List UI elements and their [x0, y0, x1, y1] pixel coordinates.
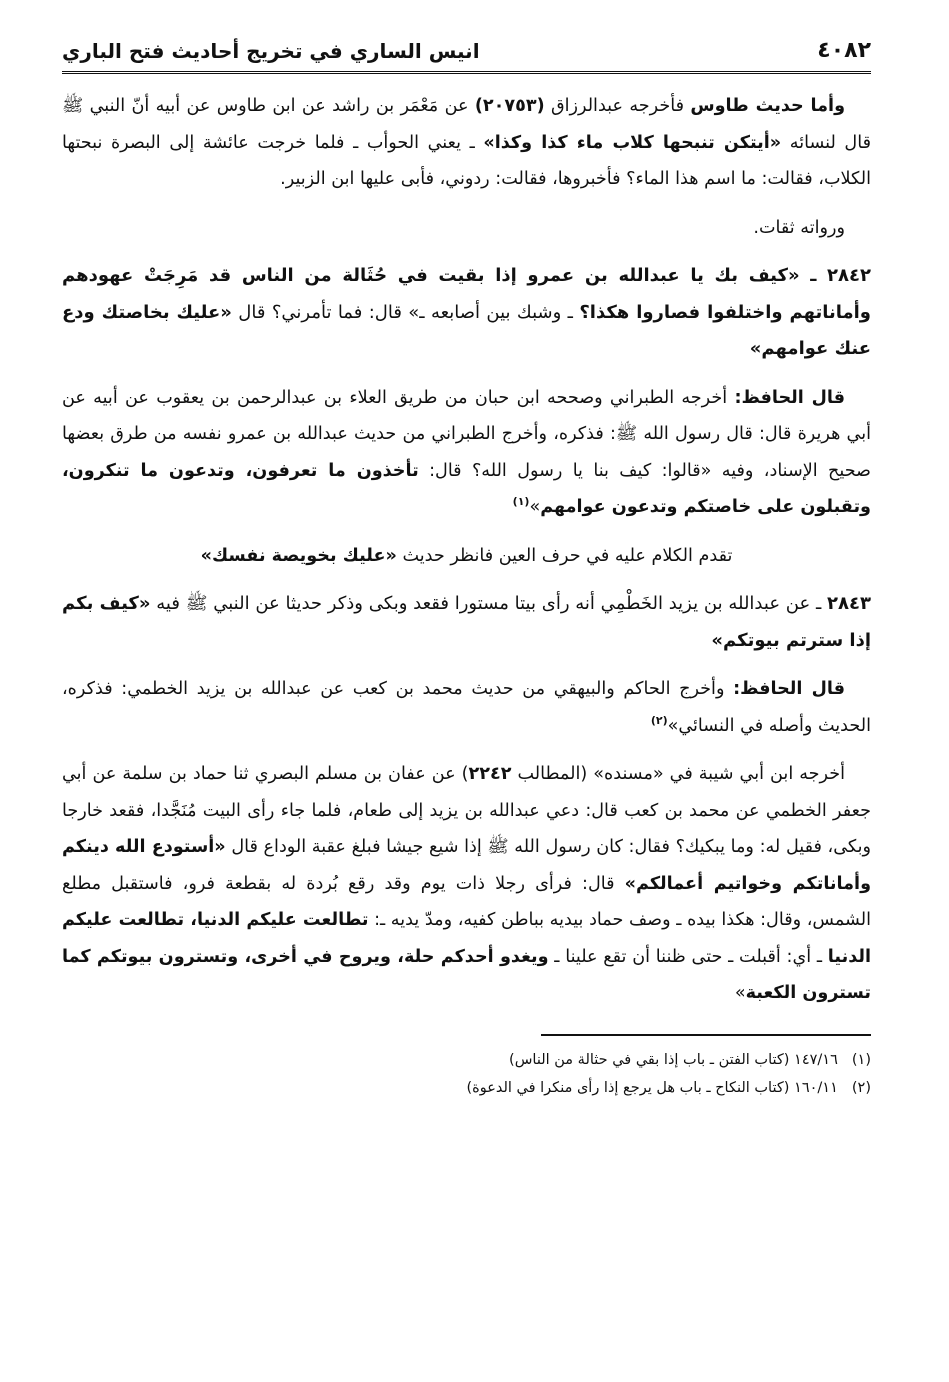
body-text: أخرجه الطبراني وصححه ابن حبان من طريق العلاء بن عبدالرحمن بن يعقوب عن أبيه عن أبي هريرة قال: قال رسول الله ﷺ: فذكره، وأخرج الطبراني من حديث عبدالله بن عمرو نفسه من طرق بعضها صحيح الإسناد، وفيه «قالوا: كيف بنا يا رسول الله؟ قال: [62, 387, 871, 481]
hadith-number: ٢٨٤٣ [827, 593, 871, 614]
paragraph-narrators-trustworthy [62, 210, 871, 247]
body-text: ـ عن عبدالله بن يزيد الخَطْمِي أنه رأى بيتا مستورا فقعد وبكى وذكر حديثا عن النبي ﷺ فيه [150, 593, 828, 614]
footnote-number: (٢) [851, 1079, 871, 1096]
body-text: أخرجه ابن أبي شيبة في «مسنده» (المطالب [511, 764, 846, 784]
footnote-number: (١) [851, 1051, 871, 1068]
bold-text: ويغدو أحدكم حلة، ويروح في أخرى، وتسترون بيوتكم كما تسترون الكعبة [62, 946, 871, 1003]
hafiz-commentary-2 [62, 671, 871, 744]
paragraph-ibn-abi-shaybah [62, 756, 871, 1012]
bold-text: تأخذون ما تعرفون، وتدعون ما تنكرون، وتقبلون على خاصتكم وتدعون عوامهم [62, 460, 871, 517]
hafiz-commentary-1 [62, 380, 871, 526]
hadith-text: ٢٨٤٢ ـ «كيف بك يا عبدالله بن عمرو إذا بقيت في حُثَالة من الناس قد مَرِجَتْ عهودهم وأماناتهم واختلفوا فصاروا هكذا؟ [62, 265, 871, 323]
hadith-2843 [62, 586, 871, 659]
bold-text: (٢٠٧٥٣) [474, 96, 545, 116]
page-content [62, 88, 871, 1012]
body-text: عن مَعْمَر بن راشد عن ابن طاوس عن أبيه أنّ النبي ﷺ قال لنسائه [62, 96, 871, 153]
hadith-text: «عليك بخاصتك ودع عنك عوامهم» [62, 301, 871, 359]
body-text: تقدم الكلام عليه في حرف العين فانظر حديث [396, 545, 733, 566]
footnote-item [62, 1046, 871, 1074]
hadith-text: «كيف بكم إذا سترتم بيوتكم» [62, 593, 871, 651]
footnote-text: ١٦٠/١١ (كتاب النكاح ـ باب هل يرجع إذا رأى منكرا في الدعوة) [466, 1079, 838, 1096]
body-text: » [529, 497, 541, 517]
bold-text: «عليك بخويصة نفسك» [200, 545, 397, 566]
bold-text: قال الحافظ: [734, 387, 845, 408]
hadith-2842 [62, 258, 871, 368]
bold-text: وأما حديث طاوس [690, 96, 845, 116]
paragraph-tawus-hadith [62, 88, 871, 198]
body-text: » [734, 983, 746, 1003]
footnote-ref-2[interactable]: (٢) [650, 713, 668, 727]
body-text: فأخرجه عبدالرزاق [544, 96, 691, 116]
footnote-item [62, 1074, 871, 1102]
paragraph-cross-reference [62, 538, 871, 575]
body-text: ورواته ثقات. [753, 217, 845, 238]
footnotes [62, 1046, 871, 1102]
bold-text: «أيتكن تنبحها كلاب ماء كذا وكذا» [483, 132, 782, 153]
bold-text: «أستودع الله دينكم وأماناتكم وخواتيم أعمالكم» [62, 837, 872, 894]
body-text: وأخرج الحاكم والبيهقي من حديث محمد بن كعب عن عبدالله بن يزيد الخطمي: فذكره، الحديث وأصله في النسائي» [62, 679, 871, 736]
bold-text: تطالعت عليكم الدنيا، تطالعت عليكم الدنيا [62, 910, 871, 967]
book-title: انيس الساري في تخريج أحاديث فتح الباري [62, 39, 480, 63]
body-text: ـ وشبك بين أصابعه ـ» قال: فما تأمرني؟ قال [231, 301, 580, 323]
bold-text: ٢٢٤٢ [468, 764, 512, 784]
running-header [62, 38, 871, 74]
body-text: ـ أي: أقبلت ـ حتى ظننا أن تقع علينا ـ [548, 946, 828, 967]
body-text: قال: فرأى رجلا ذات يوم وقد رقع بُردة له بقطعة فرو، فاستقبل مطلع الشمس، وقال: هكذا بيده ـ وصف حماد بيديه بباطن كفيه، ومدّ يديه ـ: [62, 873, 871, 930]
footnote-text: ١٤٧/١٦ (كتاب الفتن ـ باب إذا بقي في حثالة من الناس) [509, 1051, 838, 1068]
footnote-ref-1[interactable]: (١) [512, 495, 530, 509]
body-text: ) عن عفان بن مسلم البصري ثنا حماد بن سلمة عن أبي جعفر الخطمي عن محمد بن كعب قال: دعي عبدالله بن يزيد إلى طعام، فلما جاء رأى البيت مُنَجَّدا، فقعد خارجا وبكى، فقيل له: وما يبكيك؟ فقال: كان رسول الله ﷺ إذا شيع جيشا فبلغ عقبة الوداع قال [62, 764, 872, 857]
bold-text: قال الحافظ: [733, 679, 845, 699]
footnote-divider [541, 1034, 871, 1036]
body-text: ـ يعني الحوأب ـ فلما خرجت عائشة إلى البصرة نبحتها الكلاب، فقالت: ما اسم هذا الماء؟ فأخبروها، فقالت: ردوني، فأبى عليها ابن الزبير. [62, 132, 871, 189]
page-number: ٤٠٨٢ [817, 38, 871, 63]
